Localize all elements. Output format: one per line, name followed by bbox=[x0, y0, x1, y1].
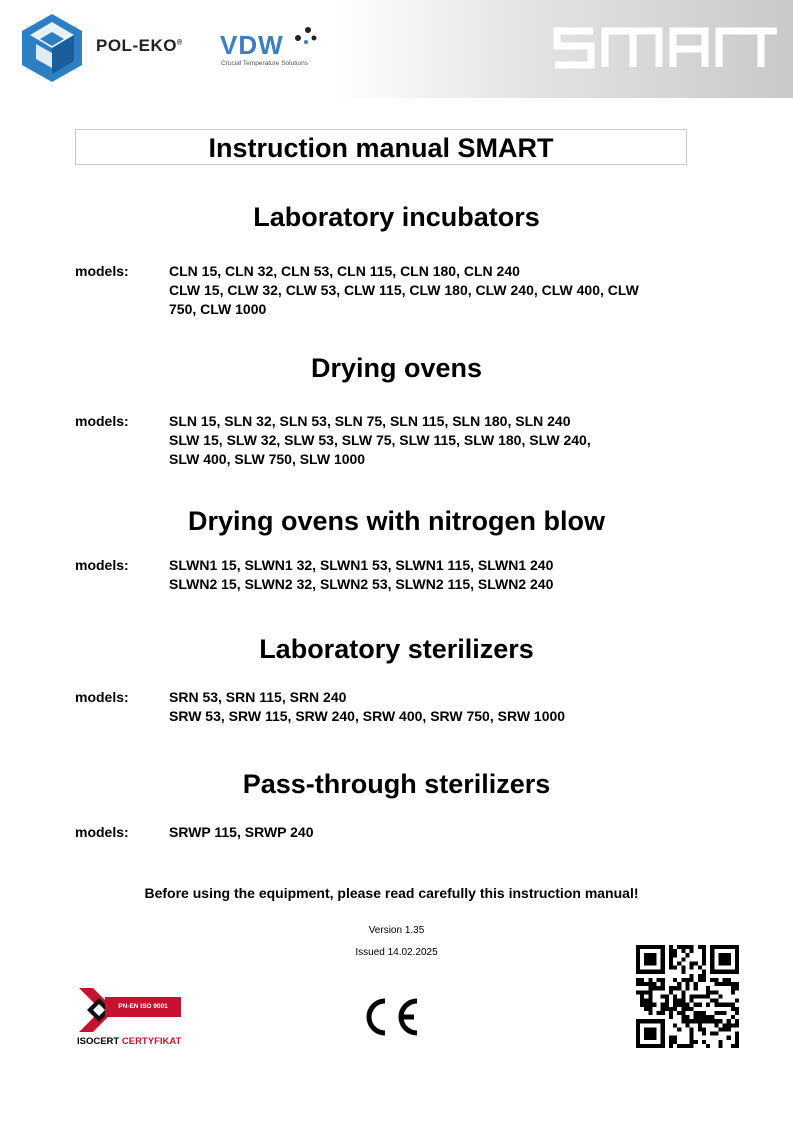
document-title: Instruction manual SMART bbox=[75, 129, 687, 165]
models-list: SLWN1 15, SLWN1 32, SLWN1 53, SLWN1 115, SLWN1 240 SLWN2 15, SLWN2 32, SLWN2 53, SLWN2 115, SLWN2 240 bbox=[169, 557, 554, 592]
partner-tagline: Crucial Temperature Solutions bbox=[221, 60, 308, 67]
qr-code-icon[interactable] bbox=[636, 945, 739, 1048]
models-list: CLN 15, CLN 32, CLN 53, CLN 115, CLN 180, CLN 240 CLW 15, CLW 32, CLW 53, CLW 115, CLW 180, CLW 240, CLW 400, CLW 750, CLW 1000 bbox=[169, 263, 639, 317]
section-heading: Drying ovens bbox=[310, 353, 483, 383]
models-list: SRN 53, SRN 115, SRN 240 SRW 53, SRW 115, SRW 240, SRW 400, SRW 750, SRW 1000 bbox=[169, 689, 566, 724]
warning-notice: Before using the equipment, please read carefully this instruction manual! bbox=[144, 885, 639, 901]
section-heading: Drying ovens with nitrogen blow bbox=[187, 506, 605, 536]
vdw-dots-icon bbox=[292, 24, 320, 48]
section-heading: Laboratory incubators bbox=[253, 202, 540, 232]
page-header bbox=[0, 0, 793, 98]
pol-eko-logo-icon bbox=[22, 14, 82, 82]
section-heading: Pass-through sterilizers bbox=[242, 769, 551, 799]
iso-standard-label: PN-EN ISO 9001 bbox=[105, 997, 181, 1017]
models-label: models: bbox=[75, 824, 129, 840]
brand-name: POL-EKO® bbox=[96, 36, 183, 55]
smart-logo-icon bbox=[553, 27, 778, 69]
issued-date: Issued 14.02.2025 bbox=[355, 947, 438, 958]
section-heading: Laboratory sterilizers bbox=[259, 634, 534, 664]
models-label: models: bbox=[75, 557, 129, 573]
models-label: models: bbox=[75, 689, 129, 705]
models-list: SRWP 115, SRWP 240 bbox=[169, 824, 314, 840]
iso-certificate-badge bbox=[77, 986, 187, 1050]
models-list: SLN 15, SLN 32, SLN 53, SLN 75, SLN 115, SLN 180, SLN 240 SLW 15, SLW 32, SLW 53, SLW 75, SLW 115, SLW 180, SLW 240, SLW 400, SLW 750, SLW 1000 bbox=[169, 413, 591, 467]
version-label: Version 1.35 bbox=[368, 925, 425, 936]
partner-logo-text: VDW bbox=[220, 30, 284, 60]
models-label: models: bbox=[75, 263, 129, 279]
ce-mark-icon bbox=[361, 996, 421, 1038]
models-label: models: bbox=[75, 413, 129, 429]
iso-cert-caption: ISOCERT CERTYFIKAT bbox=[77, 1036, 182, 1047]
